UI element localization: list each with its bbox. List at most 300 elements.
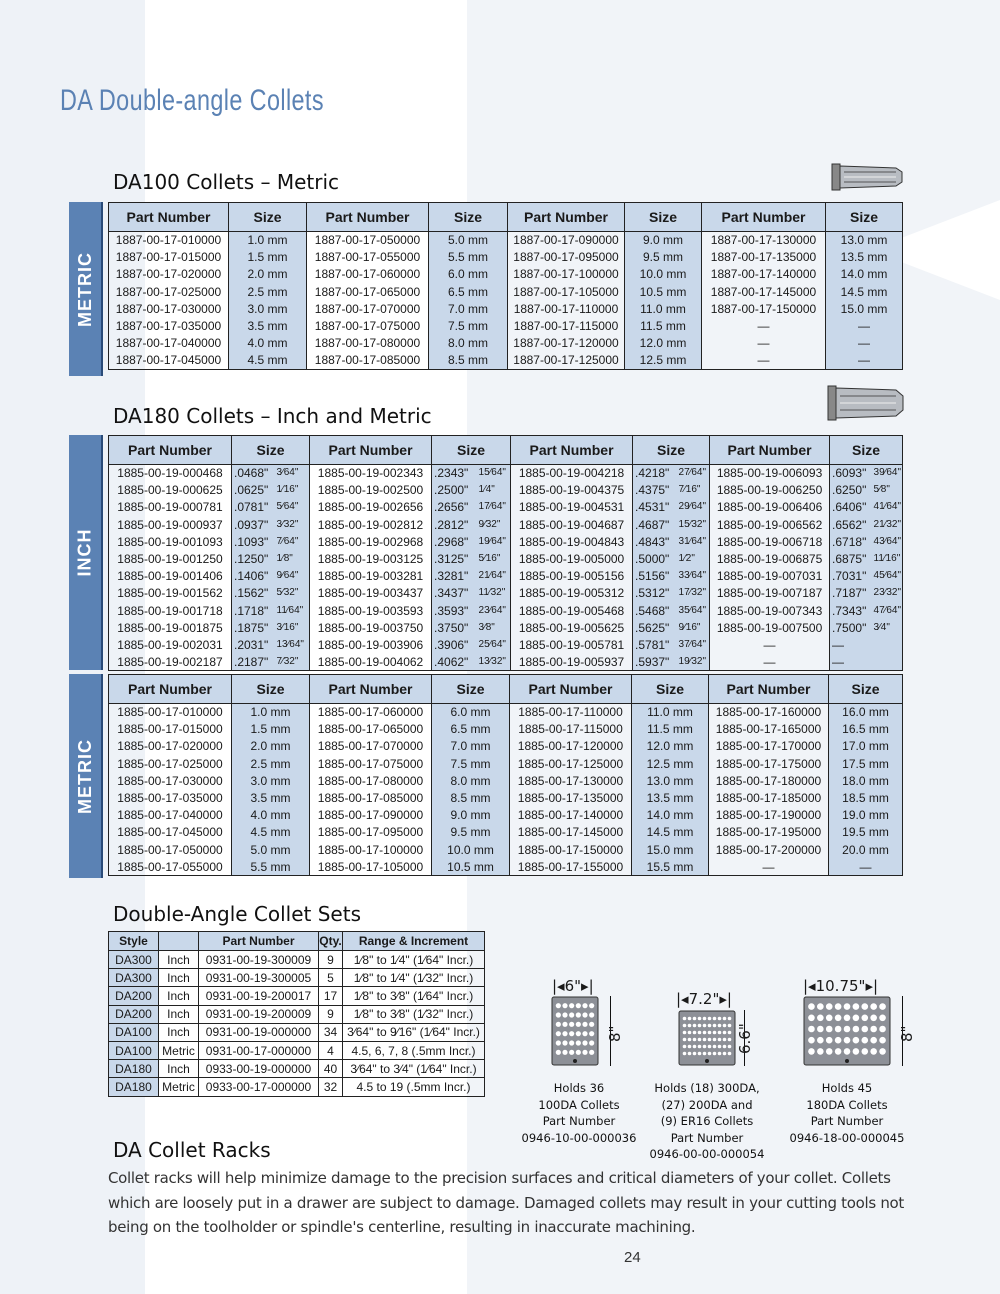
caption-line: Part Number — [670, 1130, 744, 1145]
table-cell: 13⁄32" — [478, 654, 511, 671]
table-cell: 19⁄64" — [478, 533, 511, 550]
table-cell: 4.0 mm — [232, 807, 310, 824]
table-cell: 1885-00-19-000625 — [109, 482, 232, 499]
table-cell: .1875" — [232, 619, 276, 636]
table-cell: 1885-00-17-135000 — [510, 789, 632, 806]
table-cell: .2812" — [432, 516, 478, 533]
table-cell: .1562" — [232, 585, 276, 602]
table-cell: .0937" — [232, 516, 276, 533]
table-row — [109, 1078, 485, 1096]
table-cell: 11.0 mm — [625, 300, 702, 317]
table-cell: 1885-00-17-165000 — [709, 721, 829, 738]
table-cell: .0781" — [232, 499, 276, 516]
table-cell: .3125" — [432, 550, 478, 567]
table-cell: 1885-00-17-065000 — [310, 721, 432, 738]
table-cell: 1885-00-17-130000 — [510, 772, 632, 789]
table-cell: 17⁄64" — [478, 499, 511, 516]
table-cell: 1885-00-17-090000 — [310, 807, 432, 824]
table-row — [109, 772, 903, 789]
table-cell: 1887-00-17-100000 — [508, 266, 625, 283]
table-cell: 1885-00-19-002187 — [109, 654, 232, 671]
table-cell: 1885-00-17-100000 — [310, 841, 432, 858]
table-cell: 1885-00-19-003281 — [310, 568, 432, 585]
da180-heading: DA180 Collets – Inch and Metric — [113, 404, 432, 428]
table-cell: 23⁄32" — [873, 585, 903, 602]
table-cell: .1093" — [232, 533, 276, 550]
table-cell: 15.0 mm — [826, 300, 903, 317]
column-header: Part Number — [709, 675, 829, 704]
table-cell: 1887-00-17-070000 — [307, 300, 429, 317]
table-cell: 1.0 mm — [229, 232, 307, 249]
column-header: Part Number — [508, 203, 625, 232]
table-cell: 3⁄16" — [276, 619, 310, 636]
table-cell: 5.5 mm — [429, 249, 508, 266]
caption-line: Part Number — [542, 1114, 616, 1128]
table-cell: 1887-00-17-085000 — [307, 352, 429, 369]
table-cell: 1885-00-19-006562 — [710, 516, 830, 533]
table-cell: .5000" — [633, 550, 678, 567]
table-cell: 5.0 mm — [429, 232, 508, 249]
table-cell: 1887-00-17-010000 — [109, 232, 229, 249]
table-cell: 1885-00-17-055000 — [109, 858, 232, 875]
table-cell: 1885-00-17-190000 — [709, 807, 829, 824]
table-cell: 3⁄32" — [276, 516, 310, 533]
column-header: Size — [633, 436, 710, 465]
table-cell: 43⁄64" — [873, 533, 903, 550]
table-cell: 1887-00-17-115000 — [508, 317, 625, 334]
table-cell: 1885-00-17-170000 — [709, 738, 829, 755]
table-cell: 41⁄64" — [873, 499, 903, 516]
table-cell: .5937" — [633, 654, 678, 671]
table-cell: 1885-00-19-004531 — [511, 499, 633, 516]
table-cell: .4687" — [633, 516, 678, 533]
table-cell: .2187" — [232, 654, 276, 671]
table-cell: 1885-00-19-000937 — [109, 516, 232, 533]
table-cell: 21⁄32" — [873, 516, 903, 533]
table-cell: .6093" — [830, 465, 873, 482]
table-cell: DA200 — [109, 1005, 159, 1023]
table-cell: 9⁄64" — [276, 568, 310, 585]
table-cell: 1⁄2" — [678, 550, 710, 567]
table-cell: 19.5 mm — [829, 824, 903, 841]
table-cell: 6.0 mm — [429, 266, 508, 283]
table-cell: 7⁄16" — [678, 482, 710, 499]
rack3-image — [803, 996, 891, 1066]
table-cell: 9⁄16" — [678, 619, 710, 636]
table-cell: 1885-00-19-007500 — [710, 619, 830, 636]
table-cell: 1885-00-19-001093 — [109, 533, 232, 550]
table-cell: 1885-00-17-110000 — [510, 704, 632, 721]
rack2-caption — [630, 1080, 784, 1163]
table-cell — [873, 654, 903, 671]
table-cell: 7.0 mm — [429, 300, 508, 317]
table-cell: Inch — [159, 951, 199, 969]
table-cell: 1885-00-19-004843 — [511, 533, 633, 550]
table-cell: 6.5 mm — [432, 721, 510, 738]
table-cell: Inch — [159, 1005, 199, 1023]
table-cell: .6562" — [830, 516, 873, 533]
table-cell: 1887-00-17-145000 — [702, 283, 826, 300]
table-cell: 1885-00-19-006406 — [710, 499, 830, 516]
caption-line: Holds 45 — [821, 1081, 873, 1095]
table-cell: 1885-00-17-120000 — [510, 738, 632, 755]
table-cell: 1885-00-19-006250 — [710, 482, 830, 499]
table-cell: 11.5 mm — [632, 721, 709, 738]
table-cell: 32 — [319, 1078, 343, 1096]
table-cell: 1885-00-17-075000 — [310, 755, 432, 772]
table-row — [109, 335, 903, 352]
table-cell: 1⁄4" — [478, 482, 511, 499]
table-cell: .6250" — [830, 482, 873, 499]
table-cell: 1.5 mm — [232, 721, 310, 738]
table-cell: .7500" — [830, 619, 873, 636]
table-cell: 1887-00-17-105000 — [508, 283, 625, 300]
table-cell: .4375" — [633, 482, 678, 499]
table-cell: 1887-00-17-040000 — [109, 335, 229, 352]
table-cell: 1885-00-17-195000 — [709, 824, 829, 841]
table-cell: 10.0 mm — [625, 266, 702, 283]
table-cell: — — [826, 335, 903, 352]
table-cell: 9⁄32" — [478, 516, 511, 533]
table-cell: 1887-00-17-140000 — [702, 266, 826, 283]
table-cell: 0933-00-19-000000 — [199, 1060, 319, 1078]
table-cell: Inch — [159, 969, 199, 987]
table-cell: 2.5 mm — [232, 755, 310, 772]
table-cell: 1885-00-19-003906 — [310, 636, 432, 653]
table-cell: 1885-00-17-145000 — [510, 824, 632, 841]
table-cell: Inch — [159, 1060, 199, 1078]
table-cell: 1885-00-19-001250 — [109, 550, 232, 567]
table-cell: 39⁄64" — [873, 465, 903, 482]
table-cell: 4.5, 6, 7, 8 (.5mm Incr.) — [343, 1041, 485, 1059]
table-cell: 0931-00-19-200017 — [199, 987, 319, 1005]
table-row — [109, 636, 903, 653]
table-cell: 37⁄64" — [678, 636, 710, 653]
caption-line: Holds 36 — [553, 1081, 605, 1095]
table-cell: 1885-00-19-004218 — [511, 465, 633, 482]
table-cell: 1885-00-19-003125 — [310, 550, 432, 567]
table-cell: 1885-00-17-040000 — [109, 807, 232, 824]
table-cell: 34 — [319, 1023, 343, 1041]
table-cell: — — [709, 858, 829, 875]
caption-line: Holds (18) 300DA, — [654, 1081, 760, 1095]
table-cell: 9 — [319, 1005, 343, 1023]
table-cell: — — [710, 636, 830, 653]
table-cell: 1885-00-19-001562 — [109, 585, 232, 602]
table-row — [109, 550, 903, 567]
table-row — [109, 1023, 485, 1041]
table-cell: 1887-00-17-025000 — [109, 283, 229, 300]
table-cell: 1885-00-19-006718 — [710, 533, 830, 550]
table-cell: 0933-00-17-000000 — [199, 1078, 319, 1096]
da100-heading: DA100 Collets – Metric — [113, 170, 340, 194]
table-cell: .2968" — [432, 533, 478, 550]
table-cell: 31⁄64" — [678, 533, 710, 550]
table-cell: 11⁄16" — [873, 550, 903, 567]
table-cell: 9.0 mm — [625, 232, 702, 249]
column-header: Size — [829, 675, 903, 704]
table-cell: 3.5 mm — [229, 317, 307, 334]
table-cell: 16.5 mm — [829, 721, 903, 738]
table-cell: 1885-00-17-125000 — [510, 755, 632, 772]
table-row — [109, 841, 903, 858]
table-cell: 1887-00-17-120000 — [508, 335, 625, 352]
table-cell: Metric — [159, 1041, 199, 1059]
table-cell: .5156" — [633, 568, 678, 585]
table-cell: 5⁄16" — [478, 550, 511, 567]
table-cell: 47⁄64" — [873, 602, 903, 619]
table-cell: 1885-00-17-160000 — [709, 704, 829, 721]
table-cell: 13.5 mm — [632, 789, 709, 806]
table-row — [109, 266, 903, 283]
rack1-image — [551, 996, 599, 1066]
table-cell: 1⁄8" to 1⁄4" (1⁄32" Incr.) — [343, 969, 485, 987]
table-cell: DA300 — [109, 969, 159, 987]
table-row — [109, 352, 903, 369]
table-row — [109, 824, 903, 841]
table-cell: .3437" — [432, 585, 478, 602]
column-header: Range & Increment — [343, 932, 485, 951]
column-header: Part Number — [702, 203, 826, 232]
table-cell: 1885-00-19-005000 — [511, 550, 633, 567]
table-cell: DA300 — [109, 951, 159, 969]
side-label-inch: INCH — [69, 435, 103, 670]
table-row — [109, 789, 903, 806]
column-header: Part Number — [511, 436, 633, 465]
table-cell: DA100 — [109, 1023, 159, 1041]
table-cell: 1885-00-19-005312 — [511, 585, 633, 602]
table-cell: .1406" — [232, 568, 276, 585]
collet-sets-table — [108, 931, 485, 1097]
table-cell: 1885-00-19-001406 — [109, 568, 232, 585]
table-cell: 1885-00-17-010000 — [109, 704, 232, 721]
column-header: Size — [432, 436, 511, 465]
rack3-width-dim: |◂ 10.75" ▸| — [803, 977, 879, 995]
table-cell: 1885-00-19-005781 — [511, 636, 633, 653]
table-cell: .2500" — [432, 482, 478, 499]
rack3-caption — [770, 1080, 924, 1146]
table-cell: 1885-00-17-155000 — [510, 858, 632, 875]
table-cell: 1⁄8" to 3⁄8" (1⁄32" Incr.) — [343, 1005, 485, 1023]
table-cell: 4.0 mm — [229, 335, 307, 352]
table-cell: 8.0 mm — [429, 335, 508, 352]
table-cell: 7.5 mm — [432, 755, 510, 772]
table-cell: 1885-00-17-115000 — [510, 721, 632, 738]
table-cell: .1250" — [232, 550, 276, 567]
table-cell: 1885-00-19-003593 — [310, 602, 432, 619]
table-cell: .7031" — [830, 568, 873, 585]
table-cell: .3906" — [432, 636, 478, 653]
rack2-width-dim: |◂ 7.2" ▸| — [676, 990, 732, 1008]
table-row — [109, 858, 903, 875]
column-header: Size — [232, 675, 310, 704]
table-cell: 12.0 mm — [632, 738, 709, 755]
column-header: Part Number — [307, 203, 429, 232]
table-cell: .2343" — [432, 465, 478, 482]
column-header: Part Number — [199, 932, 319, 951]
table-cell: 19.0 mm — [829, 807, 903, 824]
column-header: Size — [232, 436, 310, 465]
table-cell: 7⁄32" — [276, 654, 310, 671]
table-cell: .5468" — [633, 602, 678, 619]
table-cell: 7.5 mm — [429, 317, 508, 334]
table-row — [109, 283, 903, 300]
table-row — [109, 738, 903, 755]
table-cell: 17.0 mm — [829, 738, 903, 755]
table-cell: 1885-00-17-105000 — [310, 858, 432, 875]
table-row — [109, 568, 903, 585]
table-cell: 9.5 mm — [625, 249, 702, 266]
table-cell: DA180 — [109, 1078, 159, 1096]
table-cell: .2656" — [432, 499, 478, 516]
table-cell: 5 — [319, 969, 343, 987]
table-cell: 0931-00-17-000000 — [199, 1041, 319, 1059]
table-cell: .3750" — [432, 619, 478, 636]
table-cell: DA100 — [109, 1041, 159, 1059]
table-cell: 18.0 mm — [829, 772, 903, 789]
table-cell: 1885-00-17-060000 — [310, 704, 432, 721]
table-row — [109, 300, 903, 317]
table-cell: 10.0 mm — [432, 841, 510, 858]
table-cell: 11.0 mm — [632, 704, 709, 721]
table-cell: 19⁄32" — [678, 654, 710, 671]
table-cell: .1718" — [232, 602, 276, 619]
column-header: Size — [830, 436, 903, 465]
table-cell: 10.5 mm — [625, 283, 702, 300]
caption-line: 0946-00-00-000054 — [649, 1147, 765, 1161]
table-cell: 3⁄64" to 9⁄16" (1⁄64" Incr.) — [343, 1023, 485, 1041]
sets-heading: Double-Angle Collet Sets — [113, 902, 361, 926]
table-cell: 5.5 mm — [232, 858, 310, 875]
table-row — [109, 951, 485, 969]
table-cell: 1887-00-17-020000 — [109, 266, 229, 283]
table-cell: — — [826, 317, 903, 334]
table-cell: 1885-00-17-045000 — [109, 824, 232, 841]
table-cell: 1885-00-19-004375 — [511, 482, 633, 499]
table-cell: .6718" — [830, 533, 873, 550]
table-cell: 40 — [319, 1060, 343, 1078]
da100-table — [108, 202, 903, 370]
table-cell: 2.5 mm — [229, 283, 307, 300]
table-cell: 1885-00-19-002500 — [310, 482, 432, 499]
table-cell: 1887-00-17-015000 — [109, 249, 229, 266]
page-number: 24 — [624, 1249, 641, 1266]
table-cell: 1885-00-19-000468 — [109, 465, 232, 482]
side-label-metric-da100: METRIC — [69, 202, 103, 376]
table-cell: 3⁄64" to 3⁄4" (1⁄64" Incr.) — [343, 1060, 485, 1078]
table-cell: 1885-00-17-180000 — [709, 772, 829, 789]
table-cell: 1885-00-19-006093 — [710, 465, 830, 482]
column-header: Part Number — [510, 675, 632, 704]
table-cell: .0625" — [232, 482, 276, 499]
table-cell: 14.5 mm — [826, 283, 903, 300]
table-cell: 15.5 mm — [632, 858, 709, 875]
table-cell: .4843" — [633, 533, 678, 550]
table-cell: — — [829, 858, 903, 875]
column-header: Part Number — [710, 436, 830, 465]
table-cell: 15⁄64" — [478, 465, 511, 482]
table-cell: 1885-00-19-006875 — [710, 550, 830, 567]
table-cell: Inch — [159, 987, 199, 1005]
table-cell: 0931-00-19-300005 — [199, 969, 319, 987]
table-cell: 5⁄8" — [873, 482, 903, 499]
column-header: Size — [826, 203, 903, 232]
table-cell: 17⁄32" — [678, 585, 710, 602]
table-row — [109, 533, 903, 550]
table-cell: 10.5 mm — [432, 858, 510, 875]
column-header: Qty. — [319, 932, 343, 951]
caption-line: 0946-10-00-000036 — [521, 1130, 637, 1145]
caption-line: (27) 200DA and — [661, 1097, 753, 1112]
table-cell: 1⁄8" — [276, 550, 310, 567]
table-cell: 0931-00-19-000000 — [199, 1023, 319, 1041]
table-cell: 1885-00-17-095000 — [310, 824, 432, 841]
column-header: Size — [632, 675, 709, 704]
table-cell: 3.5 mm — [232, 789, 310, 806]
table-cell: 3.0 mm — [232, 772, 310, 789]
table-cell: .7187" — [830, 585, 873, 602]
table-cell: 23⁄64" — [478, 602, 511, 619]
table-cell: 33⁄64" — [678, 568, 710, 585]
caption-line: (9) ER16 Collets — [660, 1114, 754, 1128]
table-cell: 17 — [319, 987, 343, 1005]
table-cell: 1885-00-19-002968 — [310, 533, 432, 550]
table-cell: .5312" — [633, 585, 678, 602]
table-cell: 20.0 mm — [829, 841, 903, 858]
table-row — [109, 1041, 485, 1059]
table-cell: 21⁄64" — [478, 568, 511, 585]
table-cell: 1885-00-19-007343 — [710, 602, 830, 619]
table-cell: 14.0 mm — [826, 266, 903, 283]
table-cell: 1885-00-17-015000 — [109, 721, 232, 738]
table-cell: 0931-00-19-200009 — [199, 1005, 319, 1023]
table-cell: 25⁄64" — [478, 636, 511, 653]
caption-line: Part Number — [810, 1114, 884, 1128]
table-cell: 1885-00-19-007187 — [710, 585, 830, 602]
table-cell: 1887-00-17-110000 — [508, 300, 625, 317]
table-cell: — — [710, 654, 830, 671]
table-cell: 8.5 mm — [432, 789, 510, 806]
table-cell: 1887-00-17-060000 — [307, 266, 429, 283]
table-cell: Metric — [159, 1078, 199, 1096]
table-cell: 1887-00-17-135000 — [702, 249, 826, 266]
table-cell: Inch — [159, 1023, 199, 1041]
table-cell: 1885-00-19-002343 — [310, 465, 432, 482]
table-cell: 3⁄4" — [873, 619, 903, 636]
table-cell: 1887-00-17-075000 — [307, 317, 429, 334]
table-cell: .6875" — [830, 550, 873, 567]
table-cell: .3281" — [432, 568, 478, 585]
table-cell: 1885-00-19-005937 — [511, 654, 633, 671]
table-row — [109, 987, 485, 1005]
table-cell: 4.5 to 19 (.5mm Incr.) — [343, 1078, 485, 1096]
caption-line: 0946-18-00-000045 — [789, 1130, 905, 1145]
table-row — [109, 1005, 485, 1023]
table-cell: 7.0 mm — [432, 738, 510, 755]
table-cell: 1887-00-17-130000 — [702, 232, 826, 249]
table-cell: 1885-00-19-001875 — [109, 619, 232, 636]
table-cell: .4218" — [633, 465, 678, 482]
table-cell: 18.5 mm — [829, 789, 903, 806]
table-cell: 1.0 mm — [232, 704, 310, 721]
table-cell: .0468" — [232, 465, 276, 482]
column-header: Part Number — [109, 675, 232, 704]
table-cell: 1885-00-19-007031 — [710, 568, 830, 585]
collet-image-da100 — [830, 160, 904, 194]
table-cell: 1885-00-17-080000 — [310, 772, 432, 789]
table-cell: — — [830, 636, 873, 653]
table-cell: 1885-00-17-035000 — [109, 789, 232, 806]
